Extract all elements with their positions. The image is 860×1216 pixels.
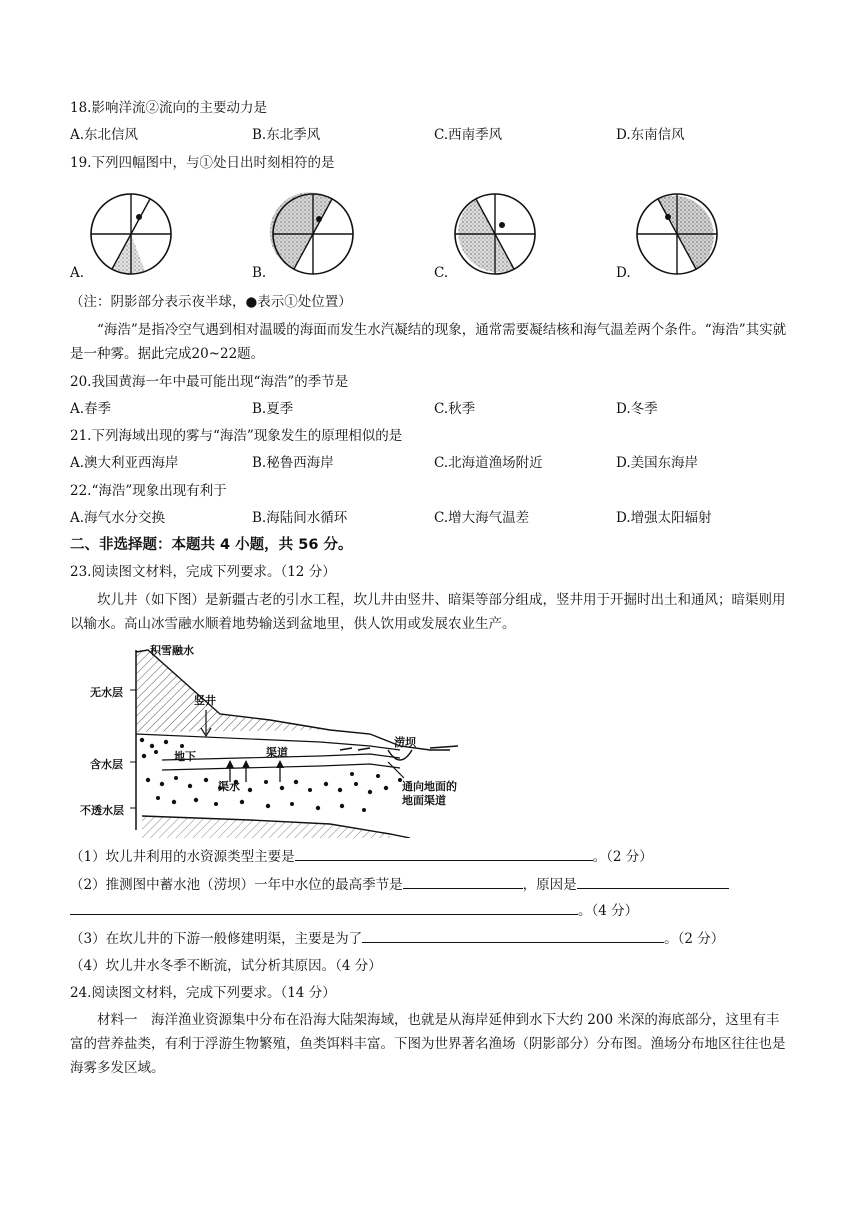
q24-stem: 24.阅读图文材料，完成下列要求。（14 分） <box>70 985 336 1001</box>
q23-sub2-reason-label: ，原因是 <box>522 877 577 893</box>
q23-sub2-reason-blank-2[interactable] <box>70 900 578 915</box>
q18-option-a: A.东北信风 <box>70 127 139 143</box>
q23-sub1-text: （1）坎儿井利用的水资源类型主要是 <box>70 849 295 865</box>
q19-diagram-c <box>450 189 540 279</box>
q18-option-c: C.西南季风 <box>434 127 503 143</box>
q19-diagram-d <box>632 189 722 279</box>
q21-option-c: C.北海道渔场附近 <box>434 455 543 471</box>
q21-option-a: A.澳大利亚西海岸 <box>70 455 179 471</box>
q23-sub2-season-blank[interactable] <box>403 874 523 889</box>
q22-option-a: A.海气水分交换 <box>70 510 166 526</box>
label-surface-channel-1: 通向地面的 <box>402 780 457 793</box>
q22-option-b: B.海陆间水循环 <box>252 510 348 526</box>
q21-option-d: D.美国东海岸 <box>616 455 699 471</box>
q22-stem: 22.“海浩”现象出现有利于 <box>70 483 227 499</box>
q18-option-d: D.东南信风 <box>616 127 685 143</box>
label-channel: 渠道 <box>266 746 288 759</box>
q19-label-b: B. <box>252 265 267 281</box>
label-surface-channel-2: 地面渠道 <box>402 794 446 807</box>
q23-sub2 <box>70 874 729 895</box>
q23-sub1-answer-blank[interactable] <box>295 846 593 861</box>
q23-sub2-reason-blank-1[interactable] <box>577 874 729 889</box>
q21-stem: 21.下列海域出现的雾与“海浩”现象发生的原理相似的是 <box>70 428 403 444</box>
q20-stem: 20.我国黄海一年中最可能出现“海浩”的季节是 <box>70 374 349 390</box>
q23-sub1-points: 。（2 分） <box>592 849 653 865</box>
q19-label-a: A. <box>70 265 85 281</box>
q23-sub1 <box>70 846 653 867</box>
q19-label-c: C. <box>434 265 449 281</box>
q23-passage: 坎儿井（如下图）是新疆古老的引水工程，坎儿井由竖井、暗渠等部分组成，竖井用于开掘时出土和通风；暗渠则用以输水。高山冰雪融水顺着地势输送到盆地里，供人饮用或发展农业生产。 <box>70 592 786 632</box>
q23-sub3 <box>70 928 724 949</box>
q19-diagram-b <box>268 189 358 279</box>
q19-stem: 19.下列四幅图中，与①处日出时刻相符的是 <box>70 155 335 171</box>
q18-stem: 18.影响洋流②流向的主要动力是 <box>70 100 267 116</box>
q20-option-c: C.秋季 <box>434 401 476 417</box>
section-2-title: 二、非选择题：本题共 4 小题，共 56 分。 <box>70 537 353 553</box>
passage-haihao: “海浩”是指冷空气遇到相对温暖的海面而发生水汽凝结的现象，通常需要凝结核和海气温差两个条件。“海浩”其实就是一种雾。据此完成20~22题。 <box>70 322 787 362</box>
label-impermeable: 不透水层 <box>80 804 124 817</box>
q18-option-b: B.东北季风 <box>252 127 321 143</box>
label-snowmelt: 积雪融水 <box>150 644 194 657</box>
q22-option-d: D.增强太阳辐射 <box>616 510 712 526</box>
q23-sub2-cont <box>70 900 638 921</box>
q20-option-b: B.夏季 <box>252 401 294 417</box>
karez-diagram <box>70 638 490 838</box>
q24-material-1: 材料一 海洋渔业资源集中分布在沿海大陆架海域，也就是从海岸延伸到水下大约 200 米深的海底部分，这里有丰富的营养盐类，有利于浮游生物繁殖，鱼类饵料丰富。下图为世界著名渔场（阴影部分）分布图。渔场分布地区往往也是海雾多发区域。 <box>70 1012 786 1076</box>
q22-option-c: C.增大海气温差 <box>434 510 530 526</box>
q20-option-a: A.春季 <box>70 401 112 417</box>
q23-sub2-text: （2）推测图中蓄水池（涝坝）一年中水位的最高季节是 <box>70 877 403 893</box>
q19-note: （注：阴影部分表示夜半球，●表示①处位置） <box>70 294 352 310</box>
q20-option-d: D.冬季 <box>616 401 658 417</box>
q23-sub3-answer-blank[interactable] <box>362 928 664 943</box>
q23-sub3-points: 。（2 分） <box>664 931 725 947</box>
q23-sub3-text: （3）在坎儿井的下游一般修建明渠，主要是为了 <box>70 931 363 947</box>
q23-stem: 23.阅读图文材料，完成下列要求。（12 分） <box>70 564 336 580</box>
label-channel-water: 渠水 <box>218 780 240 793</box>
q21-option-b: B.秘鲁西海岸 <box>252 455 334 471</box>
label-aquifer: 含水层 <box>90 758 123 771</box>
q19-diagram-a <box>86 189 176 279</box>
label-no-water-layer: 无水层 <box>90 686 123 699</box>
q23-sub2-points: 。（4 分） <box>578 903 639 919</box>
label-dam: 涝坝 <box>394 736 416 749</box>
q23-sub4: （4）坎儿井水冬季不断流，试分析其原因。（4 分） <box>70 958 382 974</box>
label-shaft: 竖井 <box>194 694 216 707</box>
q19-label-d: D. <box>616 265 631 281</box>
label-underground: 地下 <box>174 750 196 763</box>
